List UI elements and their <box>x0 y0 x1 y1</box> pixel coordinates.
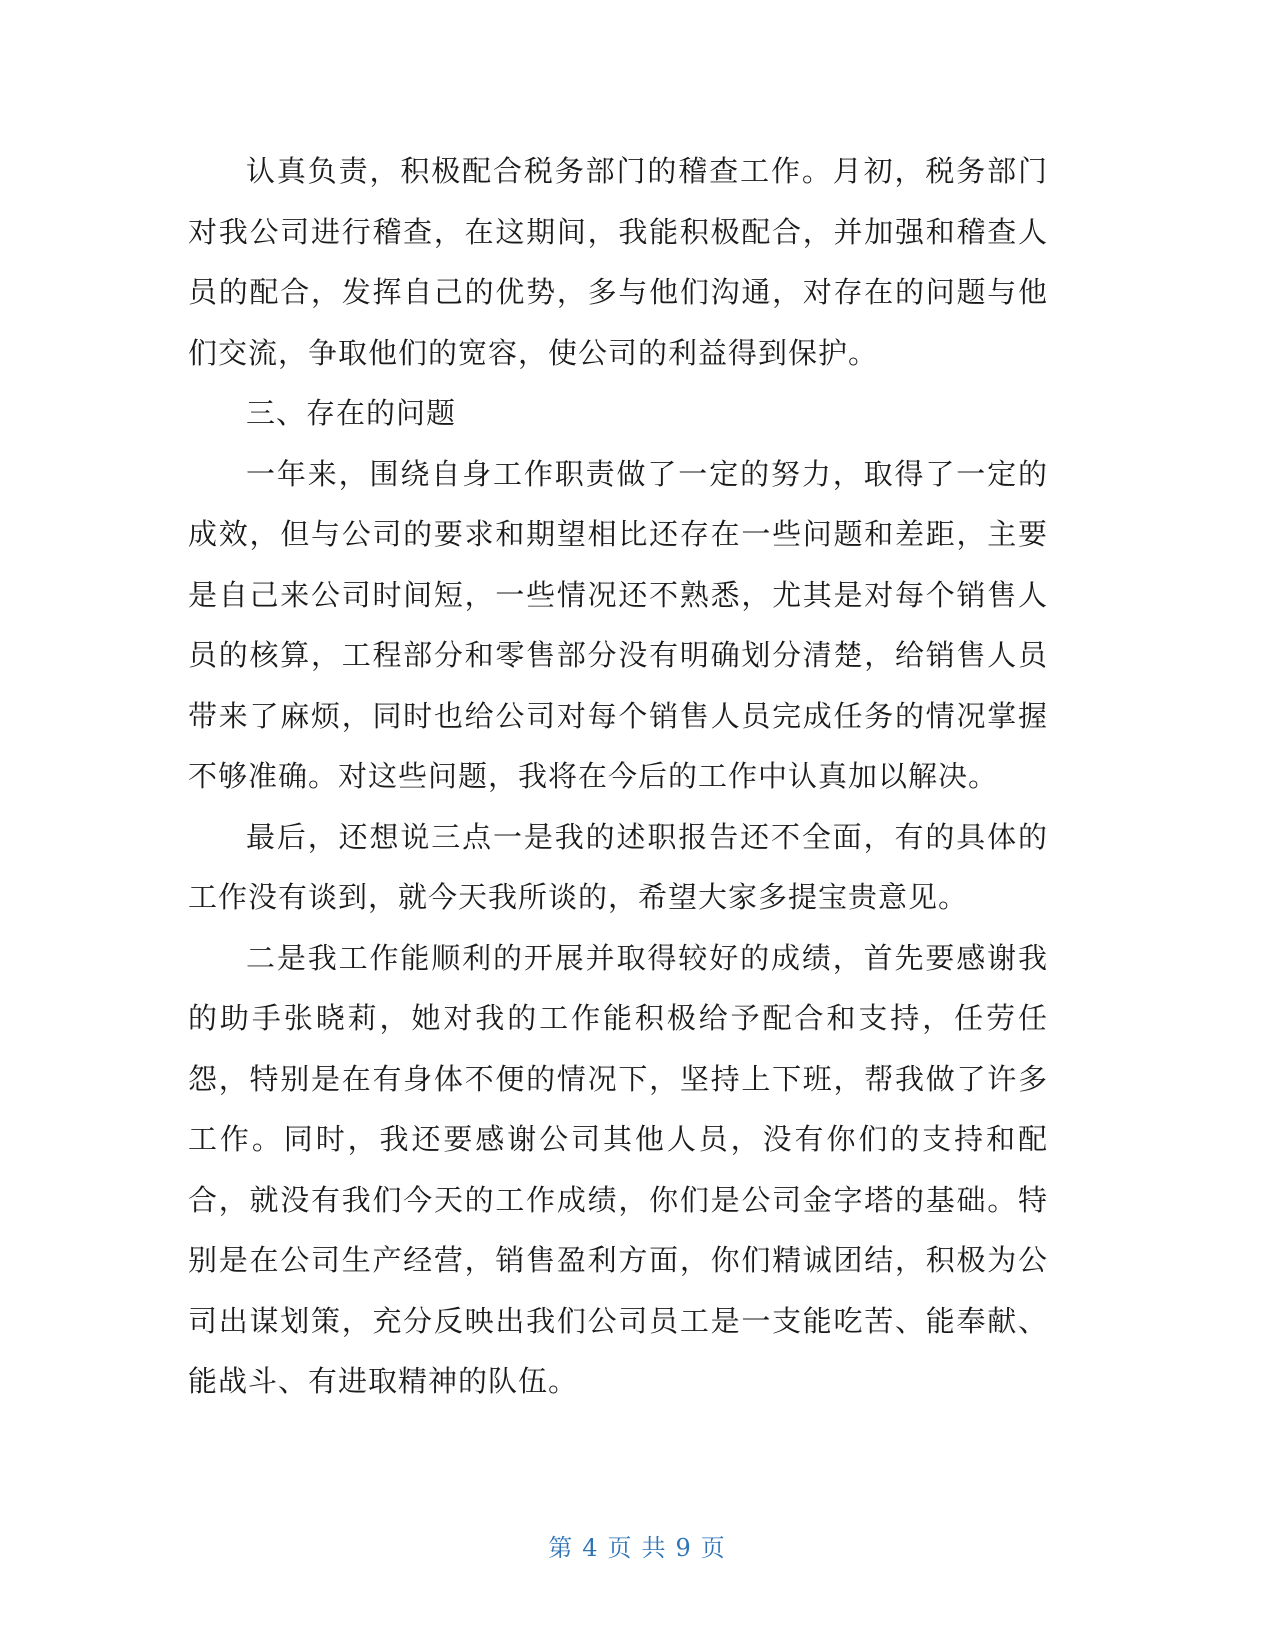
footer-total-pages: 9 <box>675 1534 693 1562</box>
document-body <box>188 141 1048 1412</box>
footer-page-label: 页 <box>607 1534 634 1562</box>
paragraph-closing-point-one: 最后，还想说三点一是我的述职报告还不全面，有的具体的工作没有谈到，就今天我所谈的，希望大家多提宝贵意见。 <box>188 819 1048 914</box>
footer-prefix: 第 <box>548 1534 575 1562</box>
footer-current-page: 4 <box>582 1534 600 1562</box>
paragraph-closing-point-two: 二是我工作能顺利的开展并取得较好的成绩，首先要感谢我的助手张晓莉，她对我的工作能积极给予配合和支持，任劳任怨，特别是在有身体不便的情况下，坚持上下班，帮我做了许多工作。同时，我还要感谢公司其他人员，没有你们的支持和配合，就没有我们今天的工作成绩，你们是公司金字塔的基础。特别是在公司生产经营，销售盈利方面，你们精诚团结，积极为公司出谋划策，充分反映出我们公司员工是一支能吃苦、能奉献、能战斗、有进取精神的队伍。 <box>188 940 1048 1398</box>
section-heading-existing-problems: 三、存在的问题 <box>246 396 457 430</box>
paragraph-problems: 一年来，围绕自身工作职责做了一定的努力，取得了一定的成效，但与公司的要求和期望相比还存在一些问题和差距，主要是自己来公司时间短，一些情况还不熟悉，尤其是对每个销售人员的核算，工程部分和零售部分没有明确划分清楚，给销售人员带来了麻烦，同时也给公司对每个销售人员完成任务的情况掌握不够准确。对这些问题，我将在今后的工作中认真加以解决。 <box>188 456 1048 793</box>
footer-total-label: 页 <box>700 1534 727 1562</box>
footer-total-prefix: 共 <box>641 1534 668 1562</box>
paragraph-tax-audit: 认真负责，积极配合税务部门的稽查工作。月初，税务部门对我公司进行稽查，在这期间，我能积极配合，并加强和稽查人员的配合，发挥自己的优势，多与他们沟通，对存在的问题与他们交流，争取他们的宽容，使公司的利益得到保护。 <box>188 154 1048 370</box>
page-number-footer <box>0 1528 1275 1563</box>
